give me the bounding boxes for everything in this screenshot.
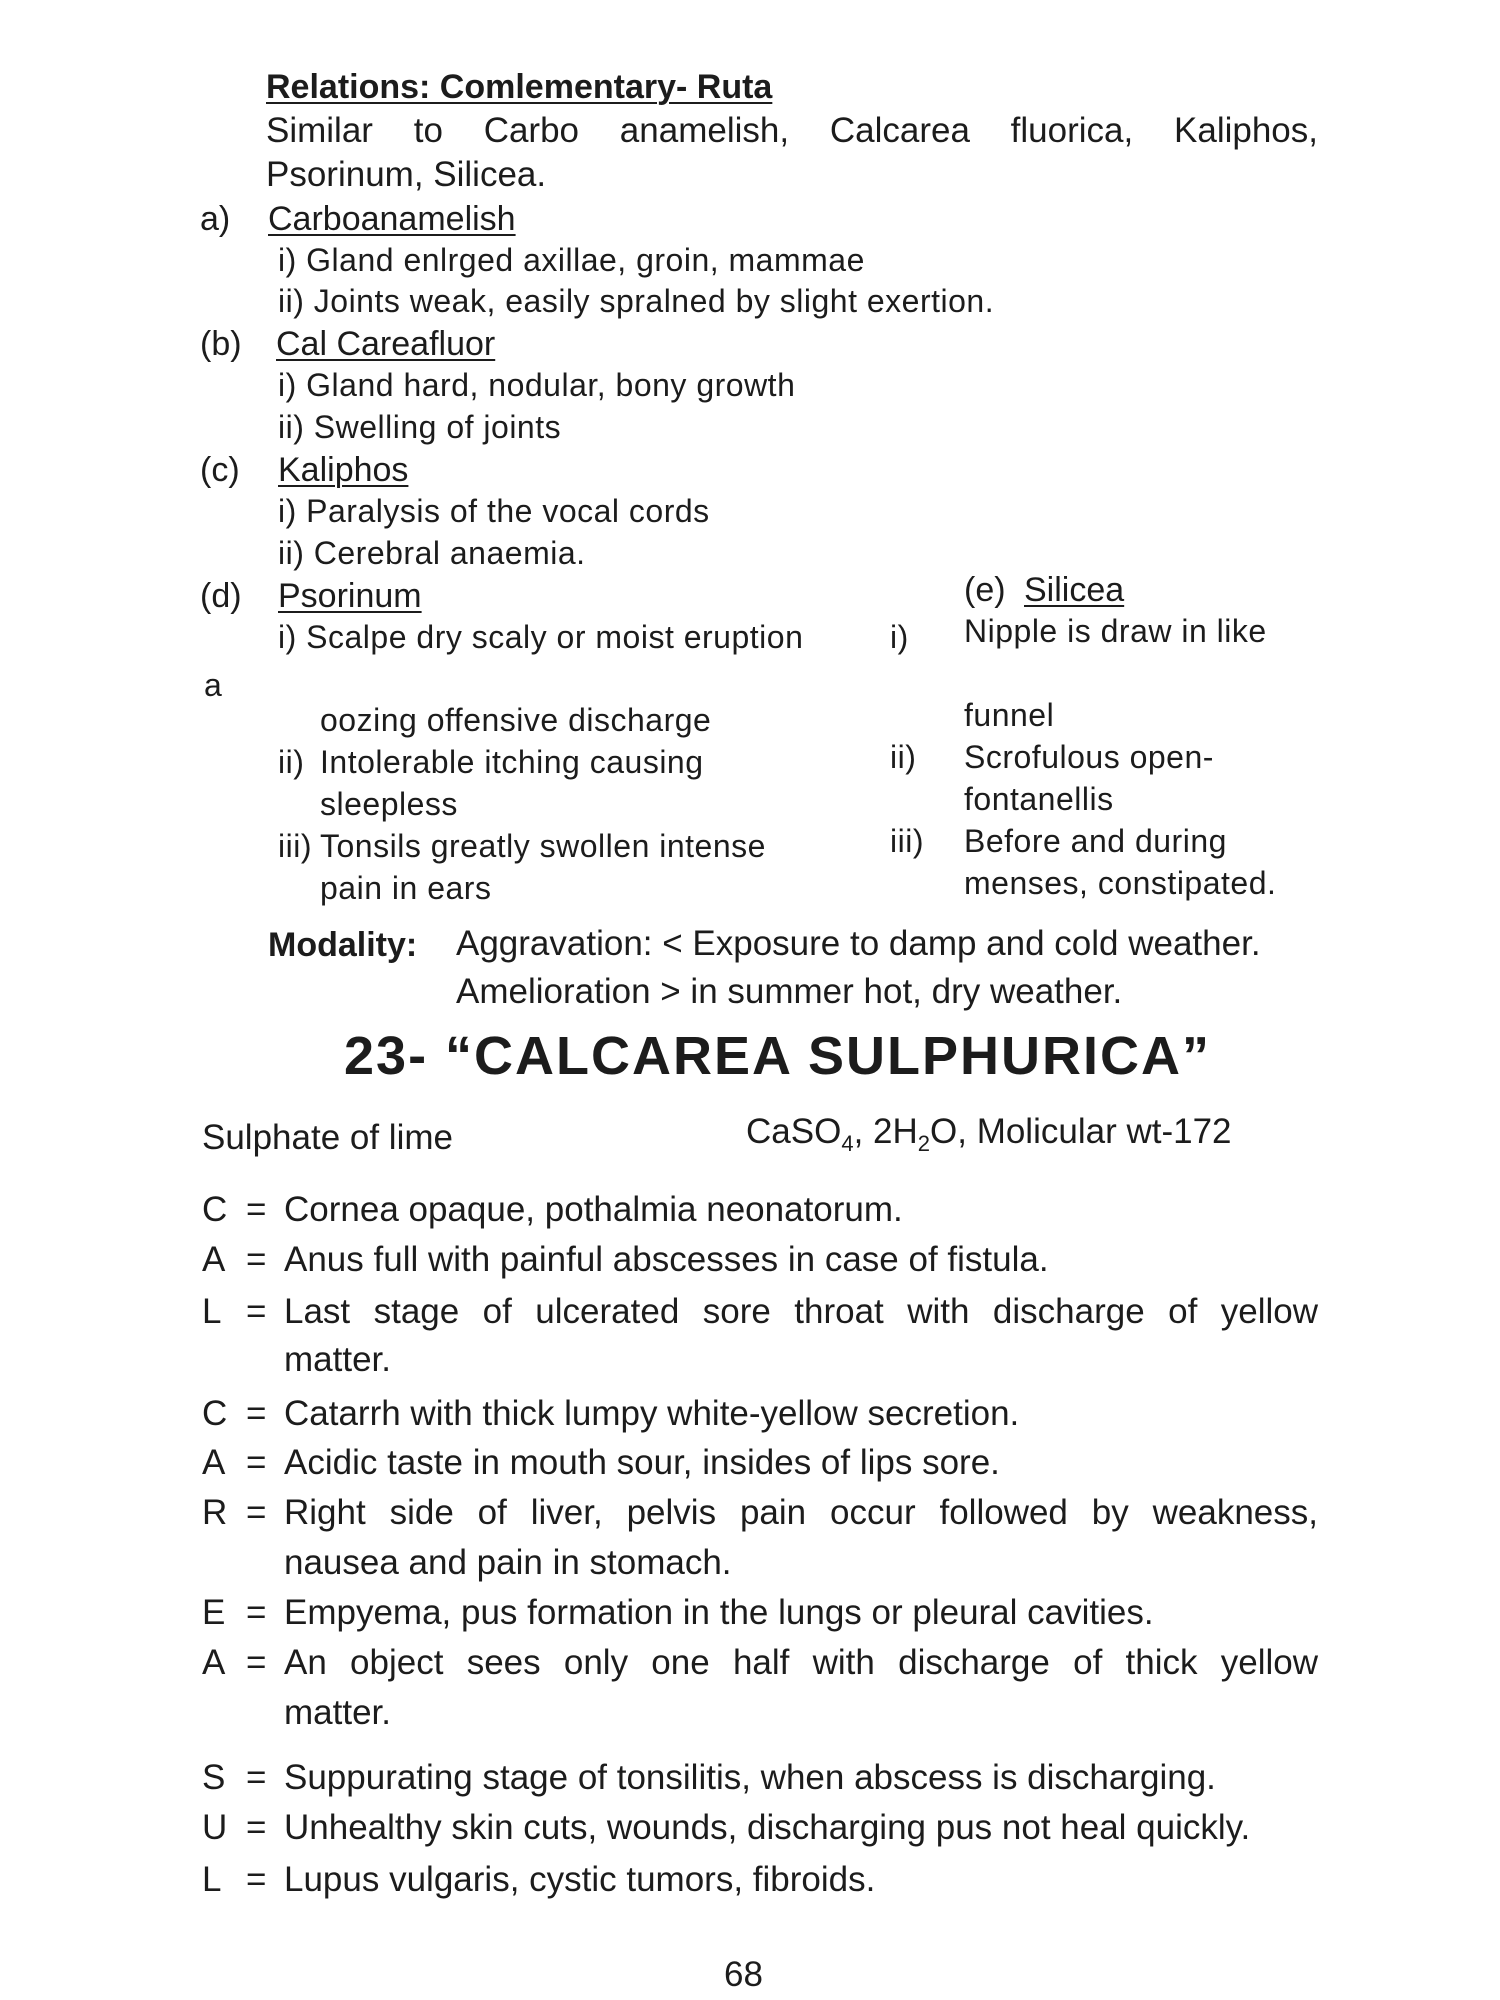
mnemonic-letter: C bbox=[202, 1394, 228, 1433]
section-title: 23- “CALCAREA SULPHURICA” bbox=[344, 1026, 1212, 1086]
mnemonic-equals: = bbox=[246, 1240, 267, 1279]
psorinum-item-2-line2: sleepless bbox=[320, 786, 458, 822]
silicea-item-3-line1: Before and during bbox=[964, 823, 1227, 859]
remedy-c-name: Kaliphos bbox=[278, 451, 409, 489]
relations-similar-line1: Similar to Carbo anamelish, Calcarea fluorica, Kaliphos, bbox=[266, 111, 1318, 150]
relations-similar-line2: Psorinum, Silicea. bbox=[266, 155, 547, 194]
modality-aggravation: Aggravation: < Exposure to damp and cold weather. bbox=[456, 924, 1261, 963]
mnemonic-text-continued: nausea and pain in stomach. bbox=[284, 1543, 732, 1582]
mnemonic-equals: = bbox=[246, 1394, 267, 1433]
silicea-item-2-num: ii) bbox=[890, 739, 917, 775]
mnemonic-text: Last stage of ulcerated sore throat with discharge of yellow bbox=[284, 1292, 1318, 1331]
mnemonic-text: Suppurating stage of tonsilitis, when abscess is discharging. bbox=[284, 1758, 1216, 1797]
psorinum-item-2-line1: Intolerable itching causing bbox=[320, 744, 704, 780]
mnemonic-equals: = bbox=[246, 1860, 267, 1899]
mnemonic-text: Empyema, pus formation in the lungs or pleural cavities. bbox=[284, 1593, 1154, 1632]
remedy-e-name: Silicea bbox=[1024, 571, 1125, 609]
mnemonic-letter: L bbox=[202, 1292, 222, 1331]
mnemonic-letter: C bbox=[202, 1190, 228, 1229]
mnemonic-text: An object sees only one half with discharge of thick yellow bbox=[284, 1643, 1318, 1682]
mnemonic-letter: R bbox=[202, 1493, 228, 1532]
formula-part-3: O, Molicular wt-172 bbox=[930, 1112, 1232, 1151]
silicea-item-1-line2: funnel bbox=[964, 697, 1055, 733]
silicea-item-2-line1: Scrofulous open- bbox=[964, 739, 1214, 775]
modality-label: Modality: bbox=[268, 926, 418, 964]
remedy-d-label: (d) bbox=[200, 577, 242, 615]
mnemonic-letter: L bbox=[202, 1860, 222, 1899]
mnemonic-text: Lupus vulgaris, cystic tumors, fibroids. bbox=[284, 1860, 876, 1899]
silicea-item-3-num: iii) bbox=[890, 823, 924, 859]
mnemonic-letter: A bbox=[202, 1240, 226, 1279]
mnemonic-equals: = bbox=[246, 1808, 267, 1847]
mnemonic-equals: = bbox=[246, 1643, 267, 1682]
chemical-formula bbox=[746, 1112, 1232, 1157]
psorinum-item-1-line1: i) Scalpe dry scaly or moist eruption bbox=[278, 619, 804, 655]
section-subtitle: Sulphate of lime bbox=[202, 1118, 453, 1157]
remedy-b-label: (b) bbox=[200, 325, 242, 363]
mnemonic-letter: A bbox=[202, 1643, 226, 1682]
remedy-c-label: (c) bbox=[200, 451, 240, 489]
remedy-b-name: Cal Careafluor bbox=[276, 325, 496, 363]
mnemonic-letter: U bbox=[202, 1808, 228, 1847]
formula-part-2: , 2H bbox=[853, 1112, 918, 1151]
mnemonic-text: Anus full with painful abscesses in case of fistula. bbox=[284, 1240, 1049, 1279]
mnemonic-letter: A bbox=[202, 1443, 226, 1482]
stray-letter-a: a bbox=[204, 667, 223, 703]
remedy-c-item-2: ii) Cerebral anaemia. bbox=[278, 535, 586, 571]
silicea-item-1-line1: Nipple is draw in like bbox=[964, 613, 1267, 649]
mnemonic-equals: = bbox=[246, 1443, 267, 1482]
mnemonic-text: Cornea opaque, pothalmia neonatorum. bbox=[284, 1190, 903, 1229]
remedy-a-name: Carboanamelish bbox=[268, 200, 516, 238]
mnemonic-equals: = bbox=[246, 1493, 267, 1532]
remedy-b-item-2: ii) Swelling of joints bbox=[278, 409, 562, 445]
modality-amelioration: Amelioration > in summer hot, dry weather. bbox=[456, 972, 1123, 1011]
remedy-a-item-2: ii) Joints weak, easily spralned by slight exertion. bbox=[278, 283, 995, 319]
mnemonic-equals: = bbox=[246, 1593, 267, 1632]
psorinum-item-3-line2: pain in ears bbox=[320, 870, 492, 906]
remedy-a-label: a) bbox=[200, 200, 231, 238]
silicea-item-2-line2: fontanellis bbox=[964, 781, 1114, 817]
mnemonic-equals: = bbox=[246, 1758, 267, 1797]
mnemonic-text-continued: matter. bbox=[284, 1693, 391, 1732]
remedy-e-label: (e) bbox=[964, 571, 1006, 609]
psorinum-item-3-line1: Tonsils greatly swollen intense bbox=[320, 828, 766, 864]
formula-sub-1: 4 bbox=[841, 1131, 854, 1156]
mnemonic-equals: = bbox=[246, 1292, 267, 1331]
remedy-a-item-1: i) Gland enlrged axillae, groin, mammae bbox=[278, 242, 865, 278]
psorinum-item-3-num: iii) bbox=[278, 828, 312, 864]
mnemonic-text: Acidic taste in mouth sour, insides of lips sore. bbox=[284, 1443, 1000, 1482]
remedy-c-item-1: i) Paralysis of the vocal cords bbox=[278, 493, 710, 529]
remedy-d-name: Psorinum bbox=[278, 577, 422, 615]
silicea-item-3-line2: menses, constipated. bbox=[964, 865, 1277, 901]
mnemonic-equals: = bbox=[246, 1190, 267, 1229]
mnemonic-text: Catarrh with thick lumpy white-yellow secretion. bbox=[284, 1394, 1020, 1433]
mnemonic-text: Unhealthy skin cuts, wounds, discharging pus not heal quickly. bbox=[284, 1808, 1251, 1847]
formula-part-1: CaSO bbox=[746, 1112, 842, 1151]
formula-sub-2: 2 bbox=[917, 1131, 931, 1156]
psorinum-item-1-line2: oozing offensive discharge bbox=[320, 702, 712, 738]
psorinum-item-2-num: ii) bbox=[278, 744, 305, 780]
relations-heading: Relations: Comlementary- Ruta bbox=[266, 68, 773, 106]
page-number: 68 bbox=[724, 1955, 763, 1994]
mnemonic-letter: S bbox=[202, 1758, 226, 1797]
mnemonic-text: Right side of liver, pelvis pain occur followed by weakness, bbox=[284, 1493, 1318, 1532]
silicea-item-1-num: i) bbox=[890, 619, 909, 655]
mnemonic-text-continued: matter. bbox=[284, 1340, 391, 1379]
remedy-b-item-1: i) Gland hard, nodular, bony growth bbox=[278, 367, 796, 403]
mnemonic-letter: E bbox=[202, 1593, 226, 1632]
